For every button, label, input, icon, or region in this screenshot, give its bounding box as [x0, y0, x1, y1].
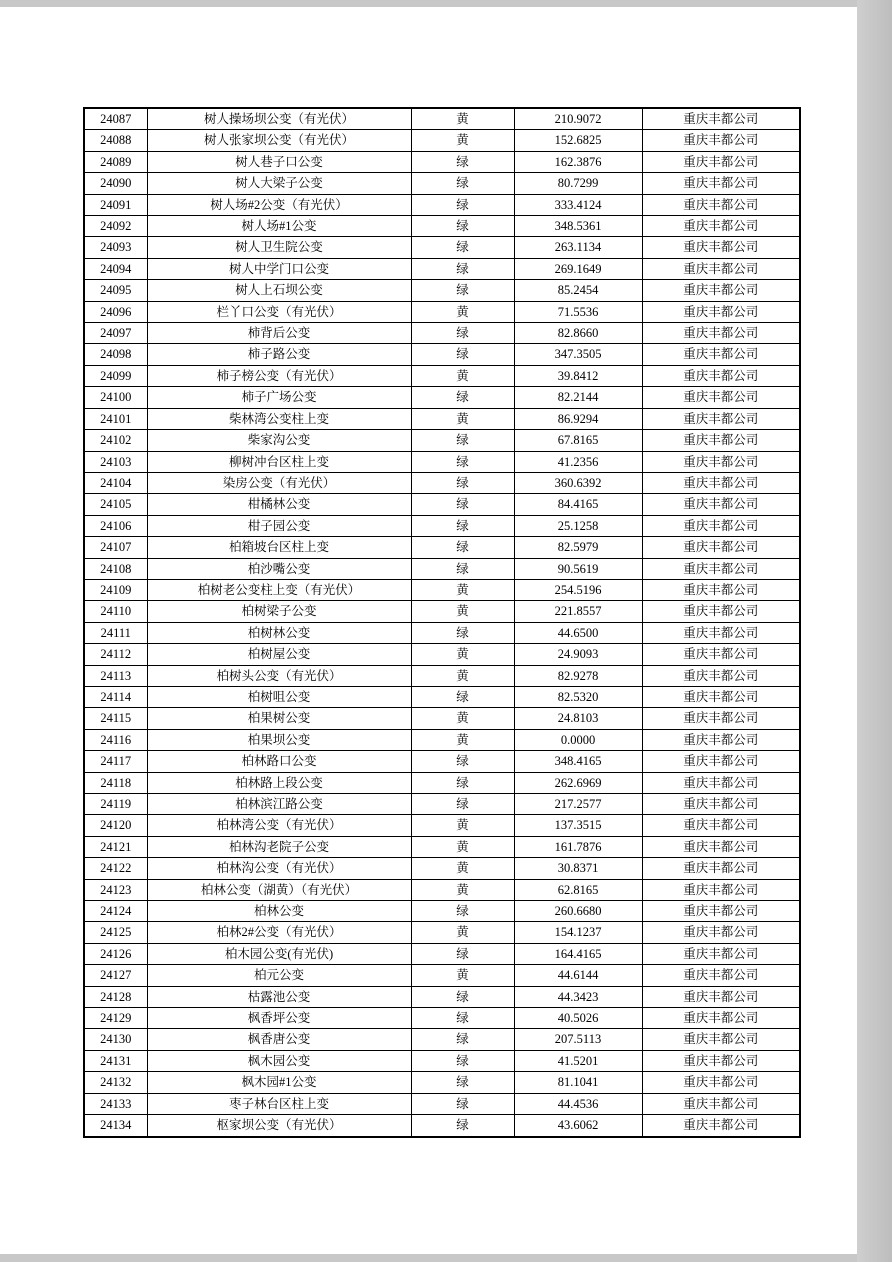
cell-status: 黄 [411, 408, 514, 429]
cell-company: 重庆丰都公司 [642, 494, 800, 515]
cell-value: 260.6680 [514, 901, 642, 922]
cell-company: 重庆丰都公司 [642, 836, 800, 857]
cell-value: 137.3515 [514, 815, 642, 836]
cell-name: 柿子榜公变（有光伏） [147, 365, 411, 386]
cell-status: 绿 [411, 622, 514, 643]
table-row [84, 879, 800, 900]
cell-company: 重庆丰都公司 [642, 772, 800, 793]
cell-company: 重庆丰都公司 [642, 108, 800, 130]
cell-name: 栏丫口公变（有光伏） [147, 301, 411, 322]
cell-value: 82.9278 [514, 665, 642, 686]
cell-company: 重庆丰都公司 [642, 344, 800, 365]
cell-value: 24.9093 [514, 644, 642, 665]
cell-status: 黄 [411, 858, 514, 879]
cell-status: 绿 [411, 430, 514, 451]
cell-company: 重庆丰都公司 [642, 751, 800, 772]
cell-status: 黄 [411, 108, 514, 130]
cell-id: 24104 [84, 472, 147, 493]
cell-id: 24113 [84, 665, 147, 686]
cell-id: 24112 [84, 644, 147, 665]
cell-name: 柏林路上段公变 [147, 772, 411, 793]
cell-company: 重庆丰都公司 [642, 601, 800, 622]
table-row [84, 986, 800, 1007]
cell-name: 柑橘林公变 [147, 494, 411, 515]
cell-company: 重庆丰都公司 [642, 1008, 800, 1029]
table-row [84, 323, 800, 344]
cell-company: 重庆丰都公司 [642, 729, 800, 750]
cell-status: 黄 [411, 579, 514, 600]
cell-status: 绿 [411, 1072, 514, 1093]
cell-company: 重庆丰都公司 [642, 151, 800, 172]
cell-value: 82.5320 [514, 686, 642, 707]
cell-id: 24115 [84, 708, 147, 729]
cell-company: 重庆丰都公司 [642, 965, 800, 986]
cell-company: 重庆丰都公司 [642, 537, 800, 558]
cell-company: 重庆丰都公司 [642, 794, 800, 815]
cell-name: 枣子林台区柱上变 [147, 1093, 411, 1114]
cell-company: 重庆丰都公司 [642, 515, 800, 536]
cell-name: 柏树老公变柱上变（有光伏） [147, 579, 411, 600]
cell-id: 24088 [84, 130, 147, 151]
cell-status: 绿 [411, 344, 514, 365]
cell-name: 柏果坝公变 [147, 729, 411, 750]
cell-name: 柏元公变 [147, 965, 411, 986]
cell-status: 黄 [411, 665, 514, 686]
cell-name: 柴林湾公变柱上变 [147, 408, 411, 429]
cell-id: 24111 [84, 622, 147, 643]
cell-company: 重庆丰都公司 [642, 408, 800, 429]
cell-id: 24118 [84, 772, 147, 793]
cell-status: 绿 [411, 901, 514, 922]
cell-status: 绿 [411, 686, 514, 707]
cell-name: 树人大梁子公变 [147, 173, 411, 194]
cell-status: 黄 [411, 815, 514, 836]
cell-company: 重庆丰都公司 [642, 986, 800, 1007]
cell-name: 柏树咀公变 [147, 686, 411, 707]
cell-name: 染房公变（有光伏） [147, 472, 411, 493]
transformer-station-table [83, 107, 801, 1138]
cell-id: 24095 [84, 280, 147, 301]
table-row [84, 1008, 800, 1029]
cell-id: 24097 [84, 323, 147, 344]
cell-value: 161.7876 [514, 836, 642, 857]
cell-id: 24119 [84, 794, 147, 815]
table-row [84, 365, 800, 386]
cell-value: 217.2577 [514, 794, 642, 815]
cell-name: 树人上石坝公变 [147, 280, 411, 301]
cell-status: 绿 [411, 237, 514, 258]
cell-company: 重庆丰都公司 [642, 879, 800, 900]
cell-status: 绿 [411, 1029, 514, 1050]
cell-value: 269.1649 [514, 258, 642, 279]
page-edge-bottom [0, 1254, 892, 1262]
table-row [84, 387, 800, 408]
cell-value: 164.4165 [514, 943, 642, 964]
cell-status: 绿 [411, 451, 514, 472]
cell-company: 重庆丰都公司 [642, 258, 800, 279]
cell-value: 207.5113 [514, 1029, 642, 1050]
table-row [84, 1029, 800, 1050]
cell-id: 24114 [84, 686, 147, 707]
cell-id: 24092 [84, 216, 147, 237]
cell-status: 绿 [411, 472, 514, 493]
cell-id: 24094 [84, 258, 147, 279]
cell-name: 柏树梁子公变 [147, 601, 411, 622]
cell-company: 重庆丰都公司 [642, 579, 800, 600]
cell-value: 67.8165 [514, 430, 642, 451]
cell-name: 柏果树公变 [147, 708, 411, 729]
cell-company: 重庆丰都公司 [642, 194, 800, 215]
cell-company: 重庆丰都公司 [642, 1093, 800, 1114]
cell-name: 树人场#1公变 [147, 216, 411, 237]
cell-status: 绿 [411, 258, 514, 279]
table-row [84, 858, 800, 879]
cell-status: 绿 [411, 986, 514, 1007]
cell-id: 24122 [84, 858, 147, 879]
cell-status: 绿 [411, 173, 514, 194]
cell-id: 24117 [84, 751, 147, 772]
cell-id: 24120 [84, 815, 147, 836]
cell-status: 绿 [411, 1115, 514, 1137]
cell-status: 绿 [411, 943, 514, 964]
cell-status: 黄 [411, 879, 514, 900]
cell-status: 绿 [411, 794, 514, 815]
table-row [84, 751, 800, 772]
cell-value: 41.2356 [514, 451, 642, 472]
cell-value: 360.6392 [514, 472, 642, 493]
cell-id: 24132 [84, 1072, 147, 1093]
cell-name: 树人中学门口公变 [147, 258, 411, 279]
cell-name: 树人卫生院公变 [147, 237, 411, 258]
cell-name: 枫香唐公变 [147, 1029, 411, 1050]
cell-status: 黄 [411, 965, 514, 986]
cell-company: 重庆丰都公司 [642, 323, 800, 344]
cell-value: 221.8557 [514, 601, 642, 622]
cell-value: 62.8165 [514, 879, 642, 900]
table-row [84, 472, 800, 493]
cell-value: 348.4165 [514, 751, 642, 772]
cell-company: 重庆丰都公司 [642, 922, 800, 943]
cell-company: 重庆丰都公司 [642, 216, 800, 237]
cell-name: 柿子广场公变 [147, 387, 411, 408]
cell-value: 25.1258 [514, 515, 642, 536]
cell-value: 84.4165 [514, 494, 642, 515]
cell-status: 黄 [411, 708, 514, 729]
table-row [84, 408, 800, 429]
cell-name: 柏林公变 [147, 901, 411, 922]
cell-value: 348.5361 [514, 216, 642, 237]
table-row [84, 194, 800, 215]
cell-company: 重庆丰都公司 [642, 858, 800, 879]
cell-status: 黄 [411, 922, 514, 943]
cell-status: 绿 [411, 494, 514, 515]
cell-id: 24105 [84, 494, 147, 515]
cell-status: 绿 [411, 1093, 514, 1114]
table-body [84, 108, 800, 1137]
cell-name: 柏箱坡台区柱上变 [147, 537, 411, 558]
cell-id: 24102 [84, 430, 147, 451]
cell-name: 柳树冲台区柱上变 [147, 451, 411, 472]
cell-id: 24129 [84, 1008, 147, 1029]
cell-value: 82.2144 [514, 387, 642, 408]
cell-status: 黄 [411, 130, 514, 151]
cell-id: 24108 [84, 558, 147, 579]
table-row [84, 686, 800, 707]
cell-name: 枫木园公变 [147, 1050, 411, 1071]
cell-value: 82.8660 [514, 323, 642, 344]
cell-company: 重庆丰都公司 [642, 301, 800, 322]
cell-id: 24106 [84, 515, 147, 536]
cell-name: 柏林沟老院子公变 [147, 836, 411, 857]
table-row [84, 943, 800, 964]
cell-value: 44.3423 [514, 986, 642, 1007]
cell-status: 绿 [411, 751, 514, 772]
cell-company: 重庆丰都公司 [642, 1115, 800, 1137]
cell-name: 枫香坪公变 [147, 1008, 411, 1029]
page-edge-right [857, 0, 892, 1262]
table-row [84, 173, 800, 194]
cell-value: 82.5979 [514, 537, 642, 558]
cell-id: 24116 [84, 729, 147, 750]
table-row [84, 1072, 800, 1093]
cell-status: 绿 [411, 151, 514, 172]
table-row [84, 815, 800, 836]
table-row [84, 537, 800, 558]
cell-name: 柏林湾公变（有光伏） [147, 815, 411, 836]
cell-company: 重庆丰都公司 [642, 1029, 800, 1050]
cell-status: 绿 [411, 1050, 514, 1071]
cell-id: 24110 [84, 601, 147, 622]
cell-value: 162.3876 [514, 151, 642, 172]
cell-name: 柏林滨江路公变 [147, 794, 411, 815]
cell-value: 43.6062 [514, 1115, 642, 1137]
cell-id: 24128 [84, 986, 147, 1007]
cell-id: 24124 [84, 901, 147, 922]
cell-id: 24089 [84, 151, 147, 172]
cell-value: 154.1237 [514, 922, 642, 943]
cell-name: 柏树林公变 [147, 622, 411, 643]
cell-id: 24123 [84, 879, 147, 900]
table-row [84, 965, 800, 986]
table-row [84, 708, 800, 729]
table-row [84, 237, 800, 258]
table-row [84, 1050, 800, 1071]
cell-company: 重庆丰都公司 [642, 665, 800, 686]
cell-name: 柿背后公变 [147, 323, 411, 344]
cell-company: 重庆丰都公司 [642, 173, 800, 194]
cell-id: 24093 [84, 237, 147, 258]
cell-id: 24134 [84, 1115, 147, 1137]
table-row [84, 451, 800, 472]
table-row [84, 836, 800, 857]
table-row [84, 622, 800, 643]
cell-status: 绿 [411, 194, 514, 215]
cell-name: 柴家沟公变 [147, 430, 411, 451]
cell-company: 重庆丰都公司 [642, 708, 800, 729]
cell-status: 绿 [411, 323, 514, 344]
cell-status: 绿 [411, 537, 514, 558]
cell-value: 40.5026 [514, 1008, 642, 1029]
cell-name: 树人张家坝公变（有光伏） [147, 130, 411, 151]
cell-id: 24131 [84, 1050, 147, 1071]
cell-company: 重庆丰都公司 [642, 430, 800, 451]
cell-name: 树人操场坝公变（有光伏） [147, 108, 411, 130]
cell-name: 柏树屋公变 [147, 644, 411, 665]
table-row [84, 922, 800, 943]
cell-name: 柿子路公变 [147, 344, 411, 365]
cell-status: 黄 [411, 365, 514, 386]
cell-name: 树人巷子口公变 [147, 151, 411, 172]
cell-id: 24121 [84, 836, 147, 857]
cell-name: 树人场#2公变（有光伏） [147, 194, 411, 215]
cell-company: 重庆丰都公司 [642, 1072, 800, 1093]
cell-status: 黄 [411, 836, 514, 857]
cell-id: 24087 [84, 108, 147, 130]
table-row [84, 151, 800, 172]
table-row [84, 1093, 800, 1114]
cell-company: 重庆丰都公司 [642, 901, 800, 922]
cell-id: 24130 [84, 1029, 147, 1050]
cell-id: 24103 [84, 451, 147, 472]
cell-name: 枫木园#1公变 [147, 1072, 411, 1093]
table-row [84, 216, 800, 237]
cell-company: 重庆丰都公司 [642, 558, 800, 579]
table-row [84, 515, 800, 536]
cell-company: 重庆丰都公司 [642, 815, 800, 836]
cell-value: 0.0000 [514, 729, 642, 750]
cell-id: 24090 [84, 173, 147, 194]
table-row [84, 344, 800, 365]
cell-name: 柏林2#公变（有光伏） [147, 922, 411, 943]
cell-name: 柏林沟公变（有光伏） [147, 858, 411, 879]
cell-company: 重庆丰都公司 [642, 451, 800, 472]
cell-value: 81.1041 [514, 1072, 642, 1093]
cell-name: 柑子园公变 [147, 515, 411, 536]
cell-company: 重庆丰都公司 [642, 472, 800, 493]
table-row [84, 644, 800, 665]
cell-name: 柏树头公变（有光伏） [147, 665, 411, 686]
cell-value: 41.5201 [514, 1050, 642, 1071]
cell-company: 重庆丰都公司 [642, 686, 800, 707]
cell-status: 绿 [411, 280, 514, 301]
table-row [84, 108, 800, 130]
cell-value: 347.3505 [514, 344, 642, 365]
cell-id: 24109 [84, 579, 147, 600]
cell-value: 44.6144 [514, 965, 642, 986]
cell-id: 24107 [84, 537, 147, 558]
cell-value: 262.6969 [514, 772, 642, 793]
cell-value: 86.9294 [514, 408, 642, 429]
cell-name: 柏林公变（湖黄）（有光伏） [147, 879, 411, 900]
cell-value: 210.9072 [514, 108, 642, 130]
cell-name: 柏林路口公变 [147, 751, 411, 772]
table-row [84, 794, 800, 815]
cell-status: 绿 [411, 558, 514, 579]
table-row [84, 665, 800, 686]
cell-name: 枯露池公变 [147, 986, 411, 1007]
document-page [0, 7, 857, 1254]
cell-id: 24133 [84, 1093, 147, 1114]
table-row [84, 579, 800, 600]
cell-value: 254.5196 [514, 579, 642, 600]
cell-status: 绿 [411, 216, 514, 237]
cell-value: 85.2454 [514, 280, 642, 301]
cell-status: 绿 [411, 387, 514, 408]
cell-status: 绿 [411, 515, 514, 536]
cell-status: 绿 [411, 1008, 514, 1029]
cell-name: 柏木园公变(有光伏) [147, 943, 411, 964]
cell-value: 44.4536 [514, 1093, 642, 1114]
table-row [84, 258, 800, 279]
table-row [84, 1115, 800, 1137]
cell-id: 24100 [84, 387, 147, 408]
page-edge-top [0, 0, 892, 7]
table-row [84, 558, 800, 579]
cell-value: 44.6500 [514, 622, 642, 643]
cell-status: 黄 [411, 301, 514, 322]
cell-company: 重庆丰都公司 [642, 943, 800, 964]
cell-value: 90.5619 [514, 558, 642, 579]
cell-value: 71.5536 [514, 301, 642, 322]
cell-company: 重庆丰都公司 [642, 644, 800, 665]
cell-value: 39.8412 [514, 365, 642, 386]
cell-status: 绿 [411, 772, 514, 793]
cell-id: 24096 [84, 301, 147, 322]
table-row [84, 130, 800, 151]
table-row [84, 772, 800, 793]
table-row [84, 280, 800, 301]
cell-status: 黄 [411, 601, 514, 622]
cell-value: 152.6825 [514, 130, 642, 151]
cell-value: 30.8371 [514, 858, 642, 879]
cell-company: 重庆丰都公司 [642, 130, 800, 151]
table-row [84, 494, 800, 515]
cell-value: 263.1134 [514, 237, 642, 258]
cell-status: 黄 [411, 729, 514, 750]
table-row [84, 601, 800, 622]
cell-company: 重庆丰都公司 [642, 387, 800, 408]
table-row [84, 729, 800, 750]
cell-value: 24.8103 [514, 708, 642, 729]
table-row [84, 430, 800, 451]
cell-company: 重庆丰都公司 [642, 237, 800, 258]
cell-value: 333.4124 [514, 194, 642, 215]
cell-company: 重庆丰都公司 [642, 365, 800, 386]
cell-name: 柏沙嘴公变 [147, 558, 411, 579]
cell-id: 24125 [84, 922, 147, 943]
cell-name: 枢家坝公变（有光伏） [147, 1115, 411, 1137]
cell-id: 24099 [84, 365, 147, 386]
table-row [84, 301, 800, 322]
cell-company: 重庆丰都公司 [642, 622, 800, 643]
cell-value: 80.7299 [514, 173, 642, 194]
cell-id: 24091 [84, 194, 147, 215]
cell-id: 24101 [84, 408, 147, 429]
cell-company: 重庆丰都公司 [642, 1050, 800, 1071]
cell-id: 24098 [84, 344, 147, 365]
table-row [84, 901, 800, 922]
cell-company: 重庆丰都公司 [642, 280, 800, 301]
cell-status: 黄 [411, 644, 514, 665]
cell-id: 24127 [84, 965, 147, 986]
cell-id: 24126 [84, 943, 147, 964]
